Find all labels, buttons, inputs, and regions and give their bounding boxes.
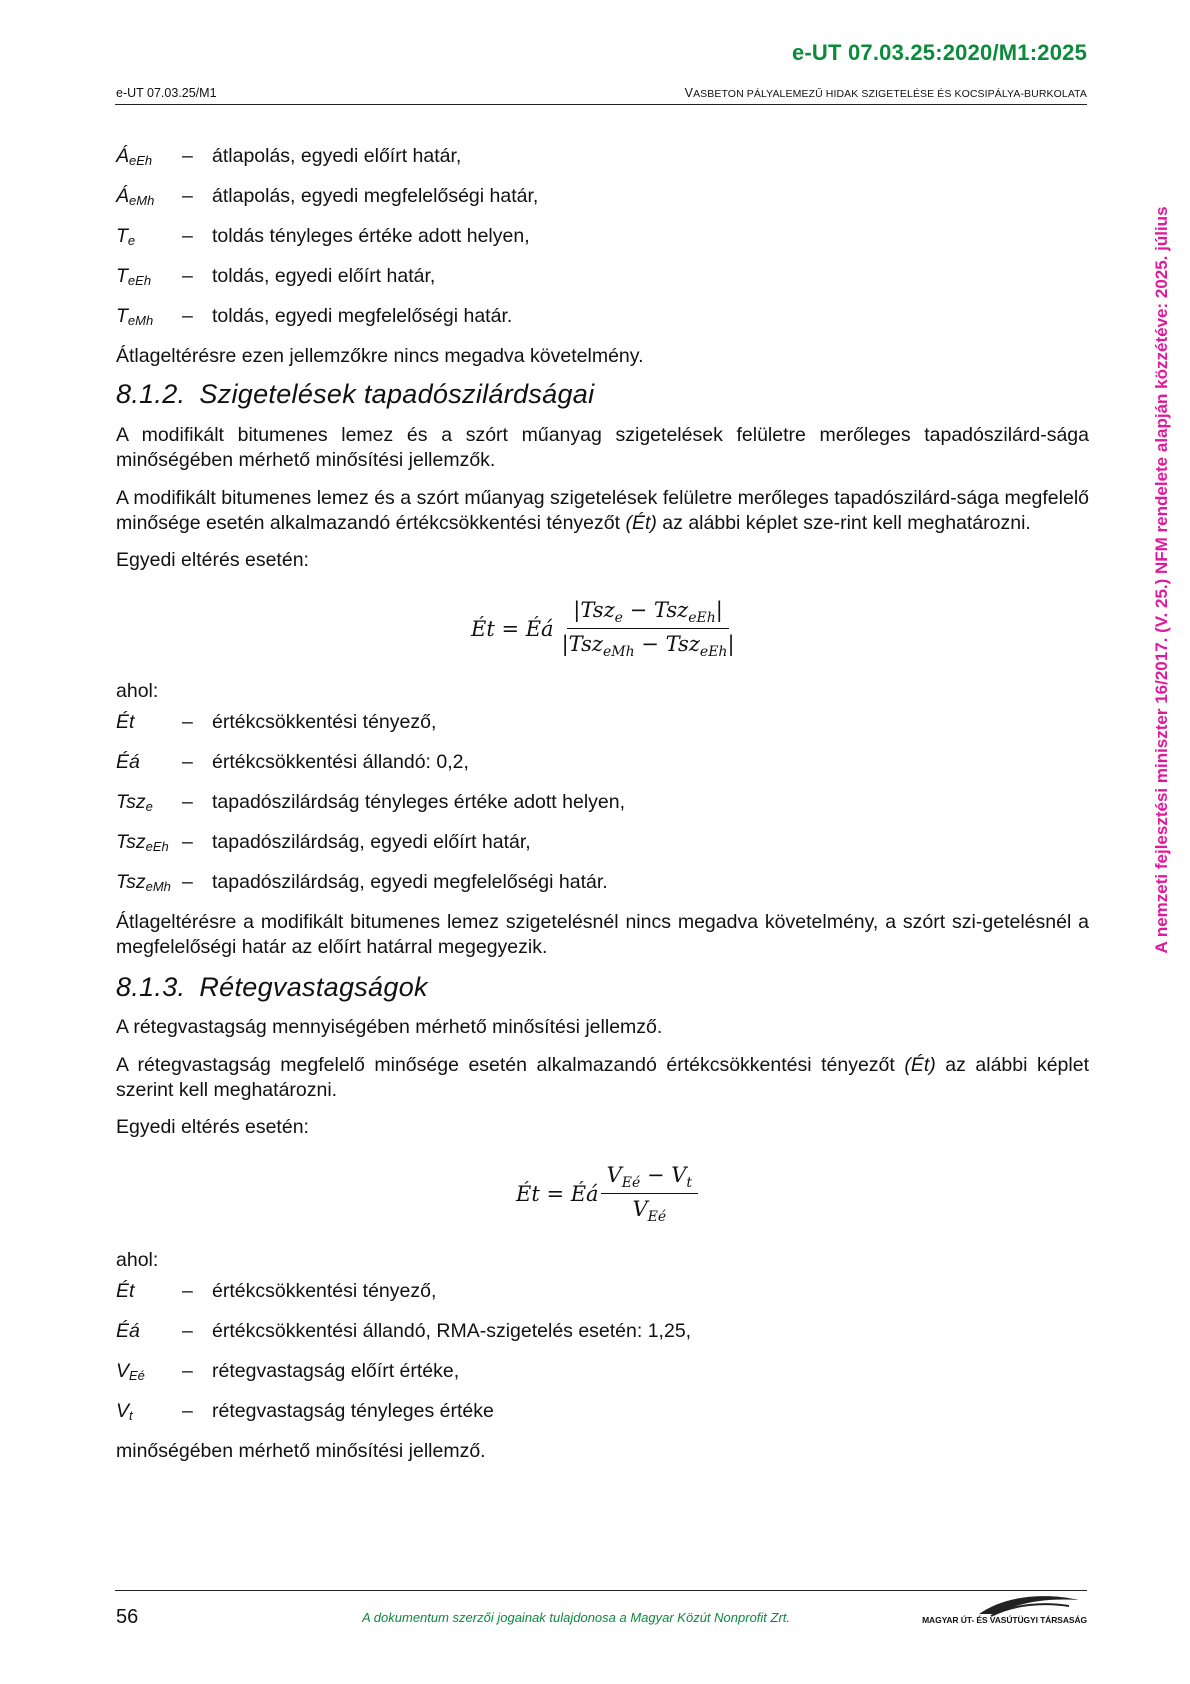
- paragraph: A rétegvastagság mennyiségében mérhető minősítési jellemző.: [116, 1016, 663, 1038]
- definition-text: értékcsökkentési tényező,: [212, 711, 437, 733]
- definition-symbol: $T_{eEh}$: [116, 265, 152, 288]
- definition-symbol: $T_{eMh}$: [116, 305, 154, 328]
- definitions-list-3: [116, 1281, 1089, 1441]
- dash: –: [182, 831, 193, 853]
- formula-numerator: |Tsz$_e$ − Tsz$_{eEh}$|: [567, 598, 729, 629]
- definition-symbol: Ét: [116, 711, 135, 733]
- definition-text: toldás, egyedi előírt határ,: [212, 265, 436, 287]
- header-left-code: e-UT 07.03.25/M1: [116, 86, 217, 100]
- document-code: e-UT 07.03.25:2020/M1:2025: [791, 40, 1087, 65]
- dash: –: [182, 871, 193, 893]
- definitions-list-2: [116, 712, 1089, 912]
- formula-thickness: [516, 1158, 1089, 1230]
- paragraph: A modifikált bitumenes lemez és a szórt műanyag szigetelések felületre merőleges tapadószilárd-sága minőségében mérhető minősítési jellemzők.: [116, 424, 1089, 471]
- dash: –: [182, 751, 193, 773]
- definition-row: [116, 832, 1089, 872]
- definition-text: tapadószilárdság, egyedi előírt határ,: [212, 831, 531, 853]
- dash: –: [182, 145, 193, 167]
- dash: –: [182, 1400, 193, 1422]
- dash: –: [182, 225, 193, 247]
- dash: –: [182, 791, 193, 813]
- formula-fraction: [556, 598, 741, 660]
- definition-text: átlapolás, egyedi megfelelőségi határ,: [212, 185, 539, 207]
- formula-numerator: $V_{Eé} - V_t$: [601, 1163, 698, 1194]
- definition-symbol: Éá: [116, 1320, 140, 1342]
- header-title-initial: V: [684, 86, 694, 100]
- formula-fraction: [601, 1163, 698, 1225]
- section-heading-8-1-3: 8.1.3. Rétegvastagságok: [116, 972, 428, 1002]
- dash: –: [182, 1360, 193, 1382]
- header-rule: [115, 104, 1087, 105]
- definition-symbol: $T_e$: [116, 225, 136, 248]
- dash: –: [182, 1320, 193, 1342]
- definition-text: tapadószilárdság tényleges értéke adott helyen,: [212, 791, 626, 813]
- page-content: [116, 146, 1089, 1464]
- paragraph: A modifikált bitumenes lemez és a szórt műanyag szigetelések felületre merőleges tapadószilárd-sága megfelelő minősége esetén alkalmazandó értékcsökkentési tényezőt (Ét) az alábbi képlet sze-rint kell meghatározni.: [116, 487, 1089, 534]
- definition-row: [116, 1281, 1089, 1321]
- definition-symbol: Tsz$_{eEh}$: [116, 831, 169, 854]
- formula-denominator: $V_{Eé}$: [632, 1197, 667, 1226]
- definition-text: toldás tényleges értéke adott helyen,: [212, 225, 530, 247]
- definition-row: [116, 226, 1089, 266]
- paragraph: Átlageltérésre ezen jellemzőkre nincs megadva követelmény.: [116, 345, 644, 367]
- formula-adhesion: [471, 591, 1089, 667]
- definition-text: átlapolás, egyedi előírt határ,: [212, 145, 462, 167]
- paragraph: ahol:: [116, 680, 159, 702]
- paragraph: ahol:: [116, 1249, 159, 1271]
- society-logo: [919, 1592, 1087, 1632]
- formula-denominator: |Tsz$_{eMh}$ − Tsz$_{eEh}$|: [561, 632, 735, 661]
- paragraph: Egyedi eltérés esetén:: [116, 549, 309, 571]
- definition-symbol: Tsz$_e$: [116, 791, 153, 814]
- definition-row: [116, 306, 1089, 346]
- definition-text: értékcsökkentési tényező,: [212, 1280, 437, 1302]
- dash: –: [182, 185, 193, 207]
- logo-text: MAGYAR ÚT- ÉS VASÚTÜGYI TÁRSASÁG: [922, 1615, 1087, 1625]
- formula-lhs: Ét = Éá: [516, 1182, 599, 1206]
- definition-symbol: Éá: [116, 751, 140, 773]
- definition-row: [116, 1321, 1089, 1361]
- dash: –: [182, 1280, 193, 1302]
- definition-symbol: $Á_{eEh}$: [116, 145, 153, 168]
- definition-symbol: $V_t$: [116, 1400, 133, 1423]
- definition-text: értékcsökkentési állandó: 0,2,: [212, 751, 469, 773]
- definition-symbol: Ét: [116, 1280, 135, 1302]
- dash: –: [182, 265, 193, 287]
- definition-row: [116, 146, 1089, 186]
- definition-text: tapadószilárdság, egyedi megfelelőségi határ.: [212, 871, 608, 893]
- dash: –: [182, 711, 193, 733]
- definition-text: értékcsökkentési állandó, RMA-szigetelés esetén: 1,25,: [212, 1320, 692, 1342]
- definition-symbol: $V_{Eé}$: [116, 1360, 145, 1383]
- header-title: [685, 86, 1087, 100]
- definition-row: [116, 186, 1089, 226]
- paragraph: Átlageltérésre a modifikált bitumenes lemez szigetelésnél nincs megadva követelmény, a szórt szi-getelésnél a megfelelőségi határ az előírt határral megegyezik.: [116, 911, 1089, 958]
- definition-row: [116, 266, 1089, 306]
- section-heading-8-1-2: 8.1.2. Szigetelések tapadószilárdságai: [116, 379, 595, 409]
- definition-text: rétegvastagság előírt értéke,: [212, 1360, 460, 1382]
- paragraph: Egyedi eltérés esetén:: [116, 1116, 309, 1138]
- formula-lhs: Ét = Éá: [471, 617, 554, 641]
- definition-row: [116, 872, 1089, 912]
- header-title-rest: ASBETON PÁLYALEMEZŰ HIDAK SZIGETELÉSE ÉS KOCSIPÁLYA-BURKOLATA: [693, 88, 1087, 100]
- publication-side-note: A nemzeti fejlesztési miniszter 16/2017. (V. 25.) NFM rendelete alapján közzétéve: 2025. július: [1152, 206, 1171, 954]
- definitions-list-1: [116, 146, 1089, 346]
- paragraph: A rétegvastagság megfelelő minősége esetén alkalmazandó értékcsökkentési tényezőt (Ét) az alábbi képlet szerint kell meghatározni.: [116, 1054, 1089, 1101]
- definition-text: rétegvastagság tényleges értéke: [212, 1400, 494, 1422]
- definition-text: toldás, egyedi megfelelőségi határ.: [212, 305, 513, 327]
- paragraph: minőségében mérhető minősítési jellemző.: [116, 1440, 486, 1462]
- definition-symbol: $Á_{eMh}$: [116, 185, 155, 208]
- footer-rule: [115, 1590, 1087, 1591]
- definition-row: [116, 752, 1089, 792]
- definition-symbol: Tsz$_{eMh}$: [116, 871, 171, 894]
- definition-row: [116, 792, 1089, 832]
- definition-row: [116, 712, 1089, 752]
- page-number: 56: [116, 1606, 139, 1628]
- definition-row: [116, 1401, 1089, 1441]
- definition-row: [116, 1361, 1089, 1401]
- copyright-note: A dokumentum szerzői jogainak tulajdonosa a Magyar Közút Nonprofit Zrt.: [362, 1610, 791, 1625]
- dash: –: [182, 305, 193, 327]
